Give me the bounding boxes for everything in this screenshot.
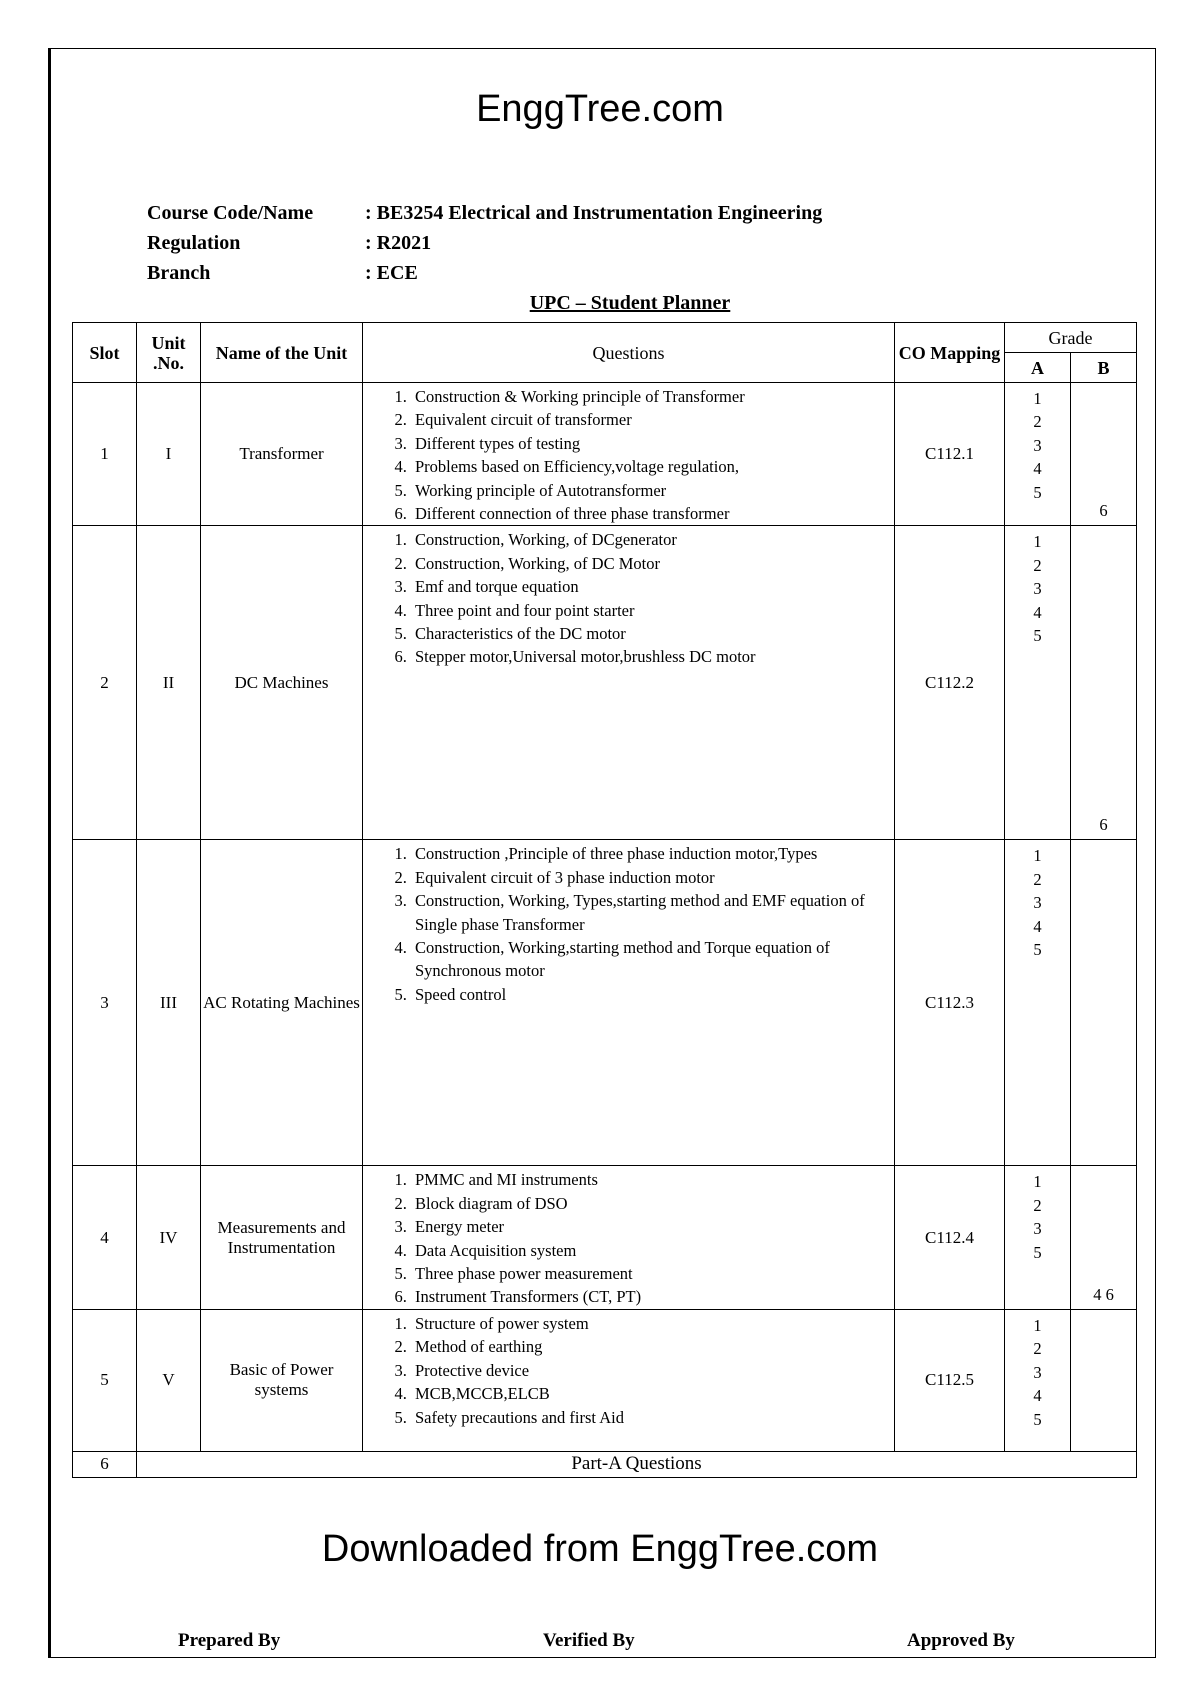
question-item: 1. Structure of power system <box>411 1312 894 1335</box>
course-code-value: : BE3254 Electrical and Instrumentation Engineering <box>365 202 823 224</box>
course-code-label: Course Code/Name <box>147 202 314 224</box>
question-item: 5. Working principle of Autotransformer <box>411 479 894 502</box>
grade-a-item: 1 <box>1033 1315 1042 1335</box>
table-row <box>73 1309 1137 1451</box>
grade-a-item: 3 <box>1033 1219 1042 1239</box>
header-grade: Grade <box>1005 323 1137 353</box>
course-meta <box>147 202 822 292</box>
grade-a-item: 5 <box>1033 626 1042 646</box>
slot-cell: 3 <box>73 840 137 1166</box>
part-a-row <box>73 1451 1137 1477</box>
grade-b-cell: 4 6 <box>1071 1166 1137 1309</box>
header-unit-no: Unit .No. <box>137 323 201 383</box>
questions-cell <box>363 383 895 526</box>
unit-name-cell: AC Rotating Machines <box>201 840 363 1166</box>
question-item: 3. Different types of testing <box>411 432 894 455</box>
unit-name-cell: Basic of Power systems <box>201 1309 363 1451</box>
site-watermark-bottom: Downloaded from EnggTree.com <box>321 1528 879 1570</box>
grade-a-item: 2 <box>1033 555 1042 575</box>
question-item: 2. Method of earthing <box>411 1335 894 1358</box>
question-list <box>363 1310 894 1429</box>
branch-label: Branch <box>147 262 211 284</box>
grade-a-item: 5 <box>1033 1242 1042 1262</box>
question-item: 3. Protective device <box>411 1359 894 1382</box>
grade-a-item: 1 <box>1033 389 1042 408</box>
questions-cell <box>363 1309 895 1451</box>
question-item: 4. Construction, Working,starting method and Torque equation of Synchronous motor <box>411 936 894 983</box>
grade-a-list <box>1005 1310 1070 1431</box>
question-item: 3. Emf and torque equation <box>411 575 894 598</box>
grade-a-item: 3 <box>1033 579 1042 599</box>
question-item: 1. Construction ,Principle of three phase induction motor,Types <box>411 842 894 865</box>
question-item: 2. Equivalent circuit of transformer <box>411 408 894 431</box>
grade-a-item: 2 <box>1033 1339 1042 1359</box>
grade-a-item: 2 <box>1033 412 1042 432</box>
question-item: 6. Different connection of three phase transformer <box>411 502 894 525</box>
table-row <box>73 383 1137 526</box>
regulation-label: Regulation <box>147 232 241 254</box>
grade-a-cell <box>1005 1309 1071 1451</box>
unit-no-cell: III <box>137 840 201 1166</box>
approved-by: Approved By <box>907 1630 1015 1651</box>
grade-a-list <box>1005 1166 1070 1264</box>
unit-no-cell: I <box>137 383 201 526</box>
grade-b-cell <box>1071 1309 1137 1451</box>
regulation-value: : R2021 <box>365 232 432 254</box>
co-mapping-cell: C112.3 <box>895 840 1005 1166</box>
question-item: 4. Data Acquisition system <box>411 1239 894 1262</box>
grade-a-item: 3 <box>1033 1362 1042 1382</box>
grade-a-item: 1 <box>1033 532 1042 552</box>
grade-a-item: 1 <box>1033 1172 1042 1192</box>
grade-a-item: 1 <box>1033 846 1042 866</box>
table-row <box>73 1166 1137 1309</box>
part-a-label: Part-A Questions <box>137 1451 1137 1477</box>
question-item: 2. Construction, Working, of DC Motor <box>411 552 894 575</box>
unit-name-cell: Measurements and Instrumentation <box>201 1166 363 1309</box>
grade-a-item: 2 <box>1033 1195 1042 1215</box>
co-mapping-cell: C112.2 <box>895 526 1005 840</box>
planner-table <box>72 322 1137 1478</box>
question-item: 4. Three point and four point starter <box>411 599 894 622</box>
grade-a-item: 4 <box>1033 916 1042 936</box>
header-grade-a: A <box>1005 353 1071 383</box>
question-item: 1. Construction & Working principle of Transformer <box>411 385 894 408</box>
grade-a-list <box>1005 383 1070 504</box>
unit-no-cell: V <box>137 1309 201 1451</box>
question-item: 5. Speed control <box>411 983 894 1006</box>
grade-a-cell <box>1005 383 1071 526</box>
grade-a-cell <box>1005 840 1071 1166</box>
question-item: 3. Construction, Working, Types,starting method and EMF equation of Single phase Transformer <box>411 889 894 936</box>
grade-a-item: 4 <box>1033 459 1042 479</box>
questions-cell <box>363 840 895 1166</box>
question-item: 1. Construction, Working, of DCgenerator <box>411 528 894 551</box>
header-unit-name: Name of the Unit <box>201 323 363 383</box>
grade-a-item: 5 <box>1033 940 1042 960</box>
grade-a-item: 2 <box>1033 869 1042 889</box>
branch-value: : ECE <box>365 262 418 284</box>
question-list <box>363 1166 894 1308</box>
question-item: 5. Three phase power measurement <box>411 1262 894 1285</box>
grade-b-cell: 6 <box>1071 383 1137 526</box>
grade-a-cell <box>1005 1166 1071 1309</box>
unit-no-cell: IV <box>137 1166 201 1309</box>
site-watermark-top: EnggTree.com <box>476 88 724 130</box>
question-item: 6. Stepper motor,Universal motor,brushless DC motor <box>411 645 894 668</box>
grade-a-item: 5 <box>1033 482 1042 502</box>
table-row <box>73 526 1137 840</box>
unit-no-cell: II <box>137 526 201 840</box>
grade-a-item: 3 <box>1033 435 1042 455</box>
verified-by: Verified By <box>543 1630 635 1651</box>
grade-a-item: 3 <box>1033 893 1042 913</box>
question-item: 6. Instrument Transformers (CT, PT) <box>411 1285 894 1308</box>
question-list <box>363 526 894 668</box>
slot-cell: 1 <box>73 383 137 526</box>
slot-cell: 4 <box>73 1166 137 1309</box>
grade-b-cell <box>1071 840 1137 1166</box>
grade-a-item: 4 <box>1033 1386 1042 1406</box>
question-item: 2. Block diagram of DSO <box>411 1192 894 1215</box>
question-item: 4. Problems based on Efficiency,voltage regulation, <box>411 455 894 478</box>
header-questions: Questions <box>363 323 895 383</box>
grade-a-list <box>1005 526 1070 647</box>
questions-cell <box>363 1166 895 1309</box>
question-item: 4. MCB,MCCB,ELCB <box>411 1382 894 1405</box>
questions-cell <box>363 526 895 840</box>
grade-a-list <box>1005 840 1070 961</box>
header-slot: Slot <box>73 323 137 383</box>
prepared-by: Prepared By <box>178 1630 281 1651</box>
slot-cell: 2 <box>73 526 137 840</box>
grade-a-item: 4 <box>1033 602 1042 622</box>
question-item: 3. Energy meter <box>411 1215 894 1238</box>
question-item: 2. Equivalent circuit of 3 phase induction motor <box>411 866 894 889</box>
co-mapping-cell: C112.1 <box>895 383 1005 526</box>
question-item: 5. Characteristics of the DC motor <box>411 622 894 645</box>
grade-a-item: 5 <box>1033 1409 1042 1429</box>
unit-name-cell: Transformer <box>201 383 363 526</box>
question-list <box>363 840 894 1006</box>
unit-name-cell: DC Machines <box>201 526 363 840</box>
grade-a-cell <box>1005 526 1071 840</box>
slot-cell: 6 <box>73 1451 137 1477</box>
question-item: 5. Safety precautions and first Aid <box>411 1406 894 1429</box>
question-item: 1. PMMC and MI instruments <box>411 1168 894 1191</box>
question-list <box>363 383 894 525</box>
slot-cell: 5 <box>73 1309 137 1451</box>
co-mapping-cell: C112.5 <box>895 1309 1005 1451</box>
header-grade-b: B <box>1071 353 1137 383</box>
grade-b-cell: 6 <box>1071 526 1137 840</box>
co-mapping-cell: C112.4 <box>895 1166 1005 1309</box>
table-row <box>73 840 1137 1166</box>
planner-title: UPC – Student Planner <box>529 292 731 314</box>
header-co-mapping: CO Mapping <box>895 323 1005 383</box>
